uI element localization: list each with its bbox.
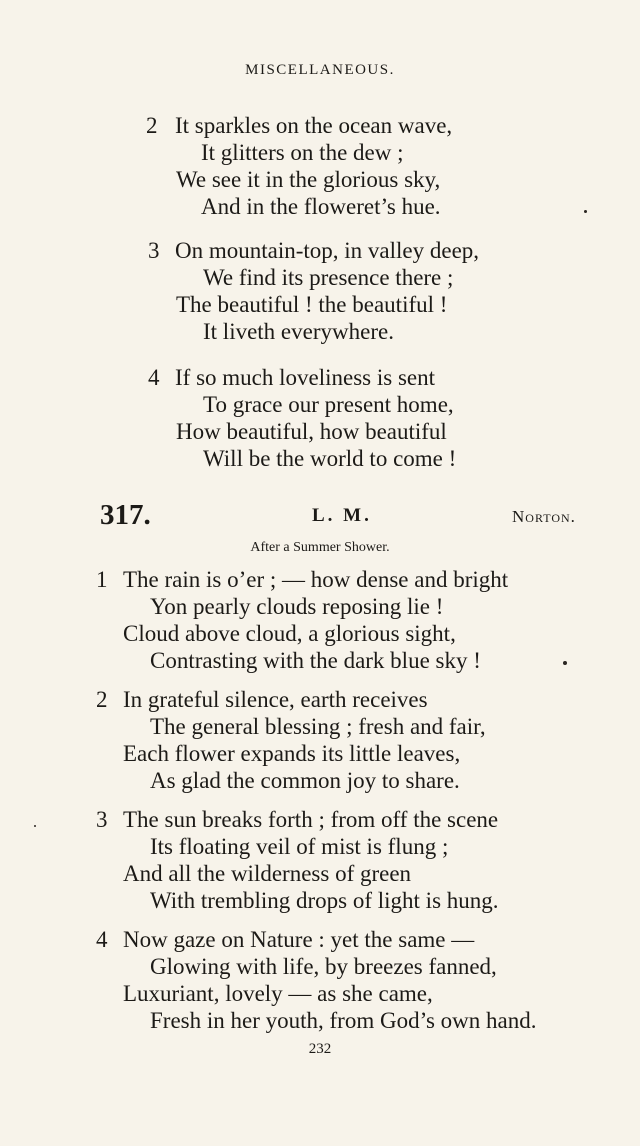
verse-line: It glitters on the dew ; — [201, 140, 404, 165]
verse-line: It liveth everywhere. — [203, 319, 394, 344]
stanza-number: 3 — [148, 238, 160, 263]
stanza-number: 1 — [96, 567, 108, 592]
stanza-number: 4 — [148, 365, 160, 390]
verse-line: In grateful silence, earth receives — [123, 687, 428, 712]
verse-line: And in the floweret’s hue. — [201, 194, 441, 219]
verse-line: With trembling drops of light is hung. — [150, 888, 499, 913]
stanza-number: 2 — [96, 687, 108, 712]
tune-name: Norton. — [512, 507, 576, 526]
verse-line: How beautiful, how beautiful — [176, 419, 447, 444]
verse-line: Will be the world to come ! — [203, 446, 457, 471]
verse-line: Glowing with life, by breezes fanned, — [150, 954, 497, 979]
stanza-number: 3 — [96, 807, 108, 832]
verse-line: Fresh in her youth, from God’s own hand. — [150, 1008, 537, 1033]
hymn-number: 317. — [100, 499, 151, 531]
hymn-subtitle: After a Summer Shower. — [250, 540, 390, 555]
verse-line: As glad the common joy to share. — [150, 768, 460, 793]
verse-line: And all the wilderness of green — [123, 861, 412, 886]
page-number: 232 — [308, 1041, 332, 1057]
ink-speck — [34, 825, 36, 827]
verse-line: To grace our present home, — [203, 392, 454, 417]
verse-line: The beautiful ! the beautiful ! — [176, 292, 448, 317]
verse-line: The general blessing ; fresh and fair, — [150, 714, 486, 739]
verse-line: Now gaze on Nature : yet the same — — [123, 927, 475, 952]
running-head: MISCELLANEOUS. — [245, 62, 395, 78]
verse-line: Yon pearly clouds reposing lie ! — [150, 594, 444, 619]
ink-speck — [563, 661, 567, 665]
verse-line: It sparkles on the ocean wave, — [175, 113, 453, 138]
verse-line: We find its presence there ; — [203, 265, 454, 290]
verse-line: If so much loveliness is sent — [175, 365, 435, 390]
verse-line: Its floating veil of mist is flung ; — [150, 834, 449, 859]
verse-line: Cloud above cloud, a glorious sight, — [123, 621, 456, 646]
verse-line: Luxuriant, lovely — as she came, — [123, 981, 433, 1006]
stanza-number: 2 — [146, 113, 158, 138]
verse-line: The rain is o’er ; — how dense and bright — [123, 567, 509, 592]
stanza-number: 4 — [96, 927, 108, 952]
ink-speck — [584, 210, 587, 213]
verse-line: We see it in the glorious sky, — [176, 167, 441, 192]
hymn-meter: L. M. — [312, 505, 372, 526]
verse-line: On mountain-top, in valley deep, — [175, 238, 480, 263]
verse-line: The sun breaks forth ; from off the scene — [123, 807, 499, 832]
verse-line: Each flower expands its little leaves, — [123, 741, 461, 766]
verse-line: Contrasting with the dark blue sky ! — [150, 648, 481, 673]
